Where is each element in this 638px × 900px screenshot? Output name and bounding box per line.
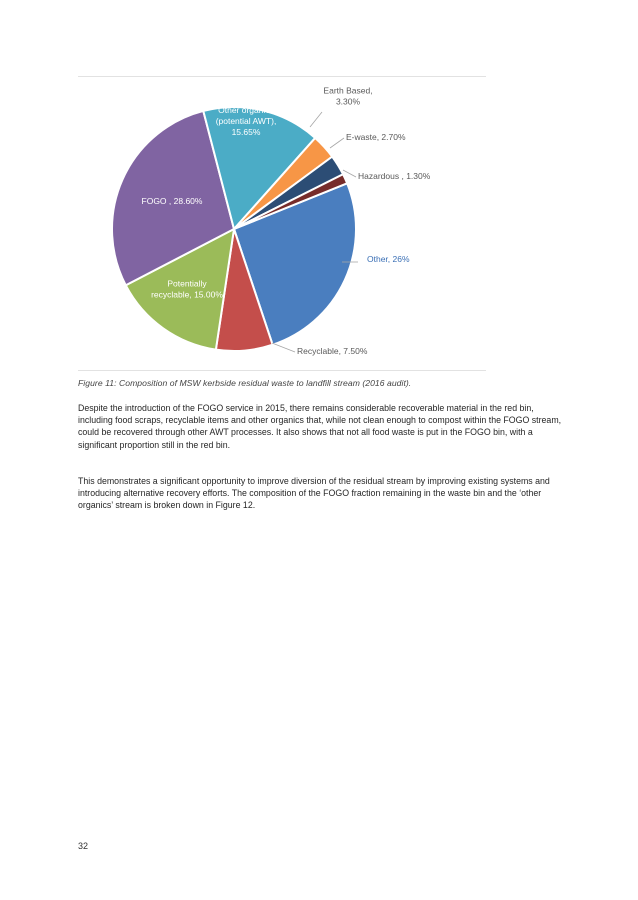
page-number: 32: [78, 841, 89, 851]
slice-label-line: Earth Based,: [323, 85, 373, 96]
chart-bottom-rule: [78, 370, 486, 371]
slice-label-hazardous: [358, 171, 431, 181]
figure-caption: Figure 11: Composition of MSW kerbside residual waste to landfill stream (2016 audit).: [78, 378, 412, 388]
slice-label-line: Other, 26%: [367, 254, 410, 264]
slice-label-other: [367, 254, 410, 264]
slice-label-earth-based: [323, 86, 372, 107]
body-paragraph-1: Despite the introduction of the FOGO service in 2015, there remains considerable recoverable material in the red bin, including food scraps, recyclable items and other organics that, while not clean enough to compost within the FOGO stream, could be recovered through other AWT processes. It also shows that not all food waste is put in the FOGO bin, with a significant proportion still in the red bin.: [78, 403, 562, 450]
leader-line-recyclable: [272, 343, 295, 352]
leader-line-e-waste: [330, 138, 344, 148]
slice-label-fogo: [142, 196, 203, 206]
slice-label-line: Other organics: [218, 105, 274, 115]
slice-label-line: E-waste, 2.70%: [346, 132, 406, 142]
leader-line-earth-based: [310, 112, 322, 127]
slice-label-line: FOGO , 28.60%: [141, 196, 203, 206]
slice-label-line: Potentially: [167, 278, 207, 289]
slice-label-line: Recyclable, 7.50%: [297, 346, 368, 356]
slice-label-line: Hazardous , 1.30%: [358, 171, 431, 181]
slice-label-e-waste: [346, 132, 406, 142]
slice-label-line: (potential AWT),: [215, 116, 277, 126]
waste-composition-pie-chart: [0, 0, 638, 380]
slice-label-line: 3.30%: [335, 96, 361, 107]
slice-label-line: recyclable, 15.00%: [151, 289, 223, 300]
slice-label-line: 15.65%: [231, 127, 261, 137]
body-paragraph-2: This demonstrates a significant opportunity to improve diversion of the residual stream by improving existing systems and introducing alternative recovery efforts. The composition of the FOGO fraction remaining in the waste bin and the ‘other organics’ stream is broken down in Figure 12.: [78, 476, 550, 511]
slice-label-recyclable: [297, 346, 368, 356]
pie-slices: [112, 107, 356, 351]
